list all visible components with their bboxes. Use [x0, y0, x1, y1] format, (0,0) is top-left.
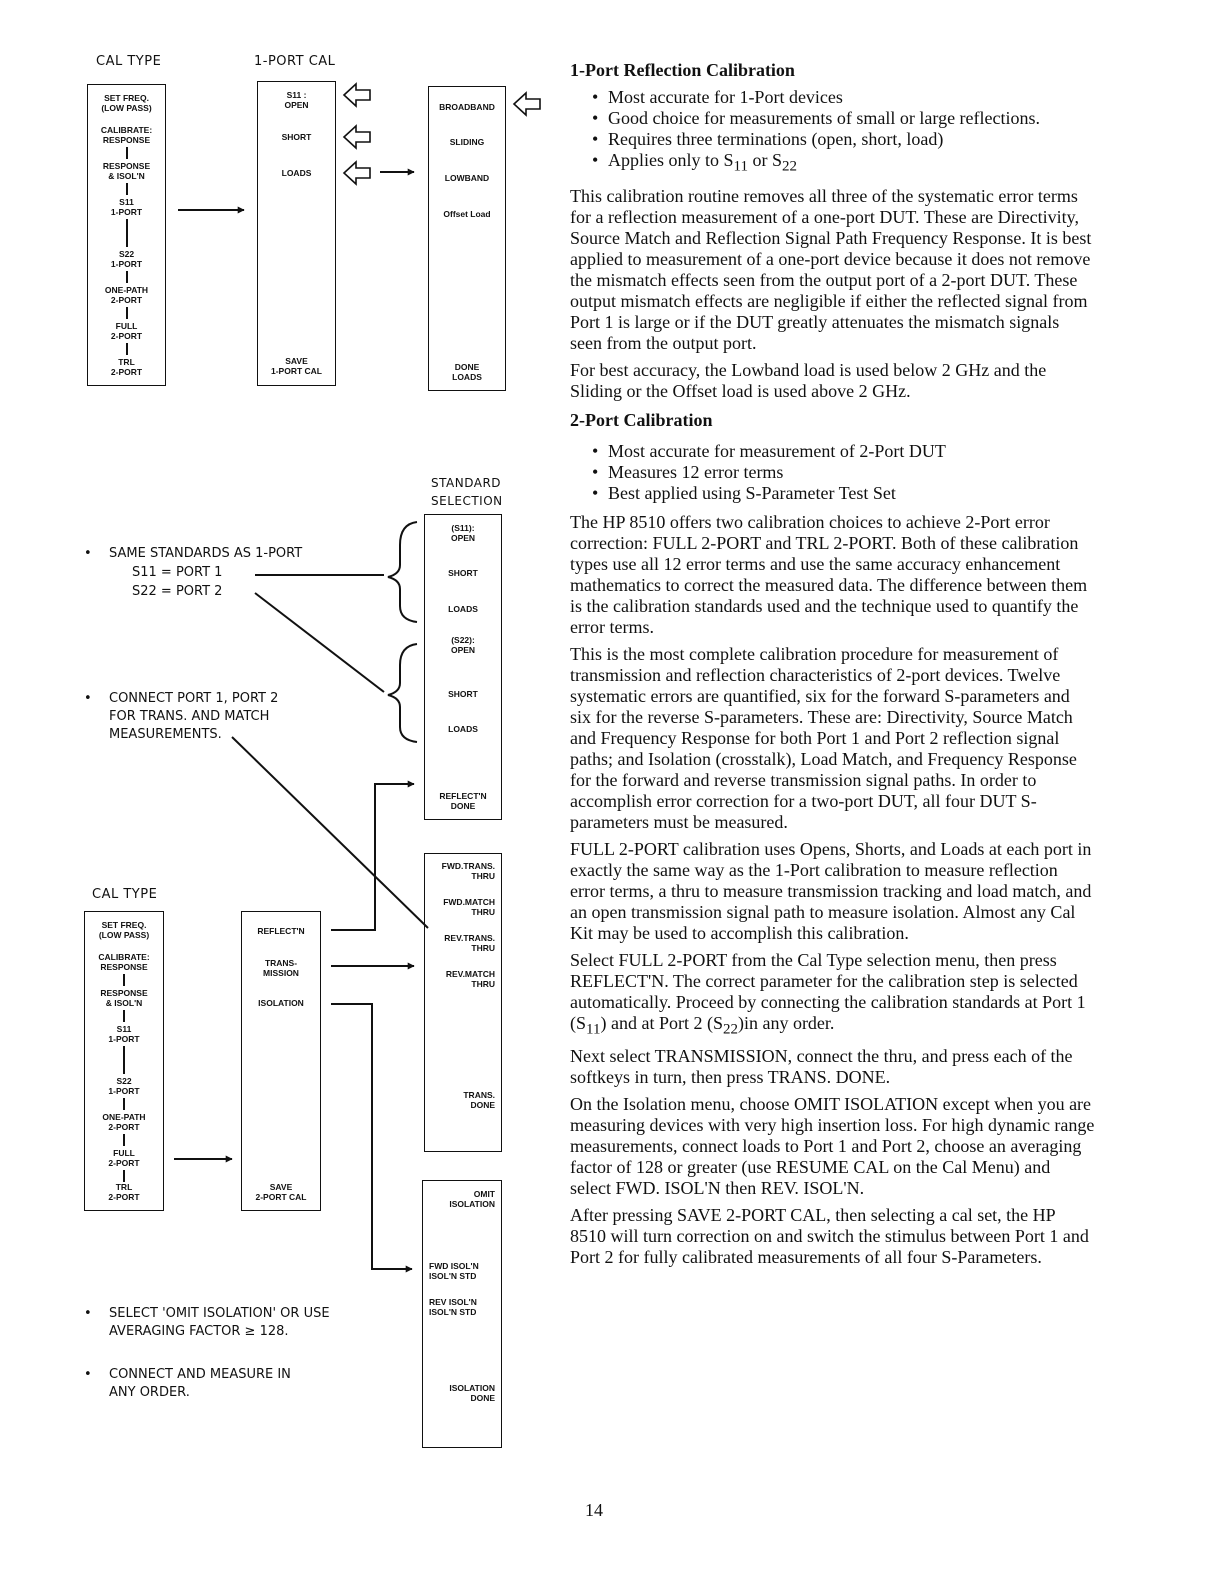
- softkey-short-std[interactable]: SHORT: [448, 568, 478, 578]
- softkey-s22-1port-b[interactable]: S22 1-PORT: [108, 1076, 140, 1096]
- paragraph: This is the most complete calibration procedure for measurement of transmission and reflection characteristics of 2-port devices. Twelve systematic errors are quantified, six for the forward S-parameters and six for the reverse S-parameters. These are: Directivity, Source Match and Frequency Response for both Port 1 and Port 2 reflection signal paths; and Isolation (crosstalk), Load Match, and Frequency Response for the forward and reverse transmission signal paths. In order to accomplish error correction for a two-port DUT, all four DUT S-parameters must be measured.: [570, 643, 1077, 832]
- softkey-calibrate-response-b[interactable]: CALIBRATE: RESPONSE: [98, 952, 150, 972]
- softkey-isolation-done[interactable]: ISOLATION DONE: [449, 1383, 495, 1403]
- note-connect-ports: CONNECT PORT 1, PORT 2 FOR TRANS. AND MATCH MEASUREMENTS.: [109, 691, 279, 742]
- hollow-arrow-open: [344, 84, 370, 106]
- hollow-arrow-loads: [344, 162, 370, 184]
- note-bullet: •: [84, 1306, 92, 1321]
- softkey-loads-std-2[interactable]: LOADS: [448, 724, 478, 734]
- note-connect-measure: CONNECT AND MEASURE IN ANY ORDER.: [109, 1367, 291, 1400]
- list-1port: [570, 87, 1095, 178]
- line-s22-to-brace: [255, 593, 384, 692]
- arrow-isolation-to-isolation-menu: [331, 1004, 412, 1269]
- note-omit-isolation: SELECT 'OMIT ISOLATION' OR USE AVERAGING FACTOR ≥ 128.: [109, 1306, 330, 1339]
- softkey-reflectn[interactable]: REFLECT'N: [257, 926, 305, 936]
- note-bullet: •: [84, 1367, 92, 1382]
- softkey-one-path-2port[interactable]: ONE-PATH 2-PORT: [104, 285, 149, 305]
- softkey-s22-open-std[interactable]: (S22): OPEN: [450, 635, 476, 655]
- softkey-transmission[interactable]: TRANS- MISSION: [263, 958, 299, 978]
- text-span: ) and at Port 2 (S: [600, 1012, 723, 1033]
- softkey-full-2port-b[interactable]: FULL 2-PORT: [108, 1148, 140, 1168]
- softkey-short-std-2[interactable]: SHORT: [448, 689, 478, 699]
- list-item: [608, 150, 1095, 178]
- cal-type-title-top: CAL TYPE: [96, 54, 162, 69]
- note-same-standards: SAME STANDARDS AS 1-PORT: [109, 546, 303, 561]
- softkey-loads[interactable]: LOADS: [281, 168, 312, 178]
- softkey-fwd-isoln[interactable]: FWD ISOL'N ISOL'N STD: [429, 1261, 479, 1281]
- softkey-done-loads[interactable]: DONE LOADS: [452, 362, 482, 382]
- text-span: )in any order.: [737, 1012, 835, 1033]
- list-item: • Most accurate for 1-Port devices: [608, 87, 1095, 108]
- softkey-short[interactable]: SHORT: [281, 132, 312, 142]
- one-port-cal-title: 1-PORT CAL: [254, 54, 336, 69]
- text-span: or S: [747, 150, 782, 170]
- list-item: • Measures 12 error terms: [608, 462, 1095, 483]
- softkey-isolation[interactable]: ISOLATION: [258, 998, 304, 1008]
- text-span: Select FULL 2-PORT from the Cal Type selection menu, then press REFLECT'N. The correct parameter for the calibration step is selected automatically. Proceed by connecting the calibration standards at Port 1 (S: [570, 949, 1086, 1033]
- softkey-fwd-match-thru[interactable]: FWD.MATCH THRU: [443, 897, 495, 917]
- paragraph: For best accuracy, the Lowband load is used below 2 GHz and the Sliding or the Offset load is used above 2 GHz.: [570, 359, 1047, 401]
- standard-selection-title: STANDARD SELECTION: [431, 476, 503, 508]
- paragraph: [570, 950, 1095, 1041]
- softkey-response-isoln[interactable]: RESPONSE & ISOL'N: [102, 161, 151, 181]
- line-connect-to-trans: [232, 737, 428, 928]
- list-item: • Good choice for measurements of small or large reflections.: [608, 108, 1095, 129]
- hollow-arrow-broadband: [514, 93, 540, 115]
- softkey-set-freq[interactable]: SET FREQ. (LOW PASS): [101, 93, 152, 113]
- softkey-s11-1port-b[interactable]: S11 1-PORT: [108, 1024, 140, 1044]
- softkey-reflectn-done[interactable]: REFLECT'N DONE: [439, 791, 487, 811]
- list-item: • Requires three terminations (open, short, load): [608, 129, 1095, 150]
- paragraph: FULL 2-PORT calibration uses Opens, Shorts, and Loads at each port in exactly the same way as the 1-Port calibration to measure reflection error terms, a thru to measure transmission tracking and load match, and an open transmission signal path to measure isolation. Almost any Cal Kit may be used to accomplish this calibration.: [570, 838, 1092, 943]
- note-bullet: •: [84, 546, 92, 561]
- heading-2port: 2-Port Calibration: [570, 409, 713, 430]
- arrow-reflectn-to-standards: [331, 784, 414, 930]
- subscript: 11: [733, 158, 748, 175]
- paragraph: The HP 8510 offers two calibration choices to achieve 2-Port error correction: FULL 2-PORT and TRL 2-PORT. Both of these calibration types use all 12 error terms and use the same accuracy enhancement mathematics to correct the measured data. The difference between them is the calibration standards used and the technique used to quantify the error terms.: [570, 511, 1088, 637]
- softkey-broadband[interactable]: BROADBAND: [439, 102, 495, 112]
- text-column: [570, 60, 1095, 1274]
- text-span: Applies only to S: [608, 150, 734, 170]
- softkey-fwd-trans-thru[interactable]: FWD.TRANS. THRU: [441, 861, 495, 881]
- softkey-one-path-2port-b[interactable]: ONE-PATH 2-PORT: [102, 1112, 146, 1132]
- softkey-rev-trans-thru[interactable]: REV.TRANS. THRU: [444, 933, 495, 953]
- softkey-trl-2port-b[interactable]: TRL 2-PORT: [108, 1182, 140, 1202]
- list-2port: [570, 441, 1095, 504]
- softkey-sliding[interactable]: SLIDING: [449, 137, 485, 147]
- softkey-set-freq-b[interactable]: SET FREQ. (LOW PASS): [98, 920, 150, 940]
- note-bullet: •: [84, 691, 92, 706]
- cal-type-title-bottom: CAL TYPE: [92, 887, 158, 902]
- softkey-trl-2port[interactable]: TRL 2-PORT: [110, 357, 143, 377]
- heading-1port: 1-Port Reflection Calibration: [570, 60, 795, 80]
- softkey-rev-match-thru[interactable]: REV.MATCH THRU: [445, 969, 495, 989]
- softkey-omit-isolation[interactable]: OMIT ISOLATION: [449, 1189, 495, 1209]
- subscript: 22: [722, 1021, 738, 1038]
- softkey-response-isoln-b[interactable]: RESPONSE & ISOL'N: [100, 988, 148, 1008]
- note-s11-port1: S11 = PORT 1: [132, 565, 223, 580]
- softkey-rev-isoln[interactable]: REV ISOL'N ISOL'N STD: [429, 1297, 477, 1317]
- subscript: 22: [781, 158, 797, 175]
- page-number: 14: [585, 1500, 603, 1520]
- brace-s11-standards: [388, 522, 417, 622]
- subscript: 11: [586, 1021, 601, 1038]
- paragraph: This calibration routine removes all three of the systematic error terms for a reflection measurement of a one-port DUT. These are Directivity, Source Match and Reflection Signal Path Frequency Response. It is best applied to measurement of a one-port device because it does not remove the mismatch effects seen from the output port of a 2-port DUT. These output mismatch effects are negligible if either the reflected signal from Port 1 is large or if the DUT greatly attenuates the mismatch signals seen from the output port.: [570, 185, 1092, 353]
- softkey-s11-open[interactable]: S11 : OPEN: [284, 90, 309, 110]
- softkey-s11-1port[interactable]: S11 1-PORT: [110, 197, 143, 217]
- paragraph: On the Isolation menu, choose OMIT ISOLATION except when you are measuring devices with very high insertion loss. For high dynamic range measurements, connect loads to Port 1 and Port 2, choose an averaging factor of 128 or greater (use RESUME CAL on the Cal Menu) and select FWD. ISOL'N then REV. ISOL'N.: [570, 1094, 1095, 1199]
- softkey-lowband[interactable]: LOWBAND: [444, 173, 490, 183]
- paragraph: After pressing SAVE 2-PORT CAL, then selecting a cal set, the HP 8510 will turn correction on and switch the stimulus between Port 1 and Port 2 for fully calibrated measurements of all four S-Parameters.: [570, 1205, 1089, 1268]
- brace-s22-standards: [388, 644, 417, 742]
- softkey-offset-load[interactable]: Offset Load: [443, 209, 491, 219]
- softkey-save-2port-cal[interactable]: SAVE 2-PORT CAL: [255, 1182, 307, 1202]
- softkey-s22-1port[interactable]: S22 1-PORT: [110, 249, 143, 269]
- softkey-full-2port[interactable]: FULL 2-PORT: [110, 321, 143, 341]
- list-item: • Best applied using S-Parameter Test Set: [608, 483, 1095, 504]
- note-s22-port2: S22 = PORT 2: [132, 584, 223, 599]
- softkey-calibrate-response[interactable]: CALIBRATE: RESPONSE: [100, 125, 153, 145]
- softkey-save-1port-cal[interactable]: SAVE 1-PORT CAL: [271, 356, 322, 376]
- softkey-trans-done[interactable]: TRANS. DONE: [463, 1090, 495, 1110]
- softkey-s11-open-std[interactable]: (S11): OPEN: [450, 523, 476, 543]
- paragraph: Next select TRANSMISSION, connect the thru, and press each of the softkeys in turn, then press TRANS. DONE.: [570, 1046, 1073, 1088]
- softkey-loads-std[interactable]: LOADS: [448, 604, 478, 614]
- list-item: • Most accurate for measurement of 2-Port DUT: [608, 441, 1095, 462]
- hollow-arrow-short: [344, 126, 370, 148]
